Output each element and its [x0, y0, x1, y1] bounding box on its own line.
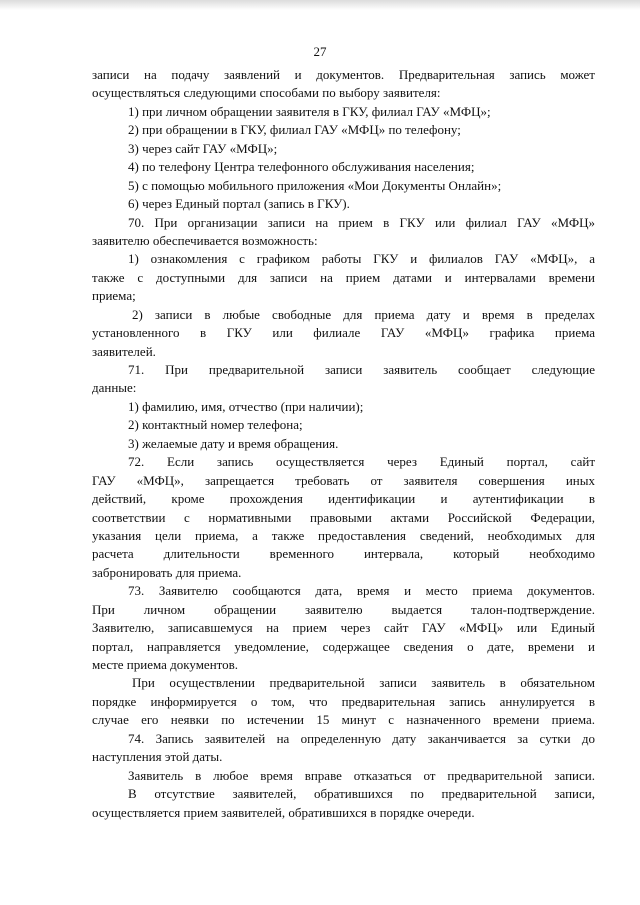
text-line: 2) при обращении в ГКУ, филиал ГАУ «МФЦ» по телефону;: [128, 122, 461, 138]
text-line: 5) с помощью мобильного приложения «Мои Документы Онлайн»;: [128, 177, 502, 193]
text-line: осуществляться следующими способами по выбору заявителя:: [92, 85, 441, 101]
text-line: 3) через сайт ГАУ «МФЦ»;: [128, 140, 278, 156]
text-line: При личном обращении заявителю выдается талон-подтверждение.: [92, 601, 595, 617]
text-line: осуществляется прием заявителей, обратившихся в порядке очереди.: [92, 804, 475, 820]
text-line: соответствии с нормативными правовыми актами Российской Федерации,: [92, 509, 595, 525]
text-line: 70. При организации записи на прием в ГКУ или филиал ГАУ «МФЦ»: [128, 214, 595, 230]
text-line: ГАУ «МФЦ», запрещается требовать от заявителя совершения иных: [92, 472, 595, 488]
text-line: расчета длительности временного интервала, который необходимо: [92, 546, 595, 562]
text-line: При осуществлении предварительной записи заявитель в обязательном: [132, 675, 595, 691]
text-line: 6) через Единый портал (запись в ГКУ).: [128, 196, 350, 212]
text-line: портал, направляется уведомление, содержащее сведения о дате, времени и: [92, 638, 595, 654]
text-line: записи на подачу заявлений и документов. Предварительная запись может: [92, 67, 595, 82]
scan-edge: [0, 0, 640, 10]
text-line: случае его неявки по истечении 15 минут с назначенного времени приема.: [92, 712, 595, 728]
text-line: данные:: [92, 380, 137, 396]
text-line: порядке информируется о том, что предварительная запись аннулируется в: [92, 693, 595, 709]
text-line: 2) записи в любые свободные для приема дату и время в пределах: [132, 306, 595, 322]
text-line: приема;: [92, 288, 136, 304]
text-line: Заявителю, записавшемуся на прием через сайт ГАУ «МФЦ» или Единый: [92, 620, 595, 636]
text-line: 1) ознакомления с графиком работы ГКУ и филиалов ГАУ «МФЦ», а: [128, 251, 595, 267]
text-line: В отсутствие заявителей, обратившихся по предварительной записи,: [128, 786, 595, 802]
text-line: заявителей.: [92, 343, 156, 359]
text-line: указания цели приема, а также предоставления сведений, необходимых для: [92, 527, 595, 543]
document-body: [92, 66, 595, 822]
text-line: также с доступными для записи на прием датами и интервалами времени: [92, 269, 595, 285]
text-line: 71. При предварительной записи заявитель сообщает следующие: [128, 362, 595, 377]
text-line: забронировать для приема.: [92, 564, 242, 580]
text-line: 2) контактный номер телефона;: [128, 417, 303, 433]
text-line: 72. Если запись осуществляется через Единый портал, сайт: [128, 454, 595, 470]
page-number: 27: [313, 44, 327, 59]
text-line: 3) желаемые дату и время обращения.: [128, 435, 339, 451]
text-line: 74. Запись заявителей на определенную дату заканчивается за сутки до: [128, 730, 595, 746]
text-line: 4) по телефону Центра телефонного обслуживания населения;: [128, 159, 475, 175]
text-line: 73. Заявителю сообщаются дата, время и место приема документов.: [128, 583, 595, 599]
text-line: Заявитель в любое время вправе отказаться от предварительной записи.: [128, 767, 595, 783]
text-line: заявителю обеспечивается возможность:: [92, 232, 318, 248]
text-line: действий, кроме прохождения идентификации и аутентификации в: [92, 491, 595, 507]
text-line: 1) фамилию, имя, отчество (при наличии);: [128, 398, 364, 414]
text-line: месте приема документов.: [92, 657, 239, 672]
text-line: наступления этой даты.: [92, 749, 223, 765]
text-line: 1) при личном обращении заявителя в ГКУ, филиал ГАУ «МФЦ»;: [128, 103, 491, 119]
text-line: установленного в ГКУ или филиале ГАУ «МФЦ» графика приема: [92, 325, 595, 341]
